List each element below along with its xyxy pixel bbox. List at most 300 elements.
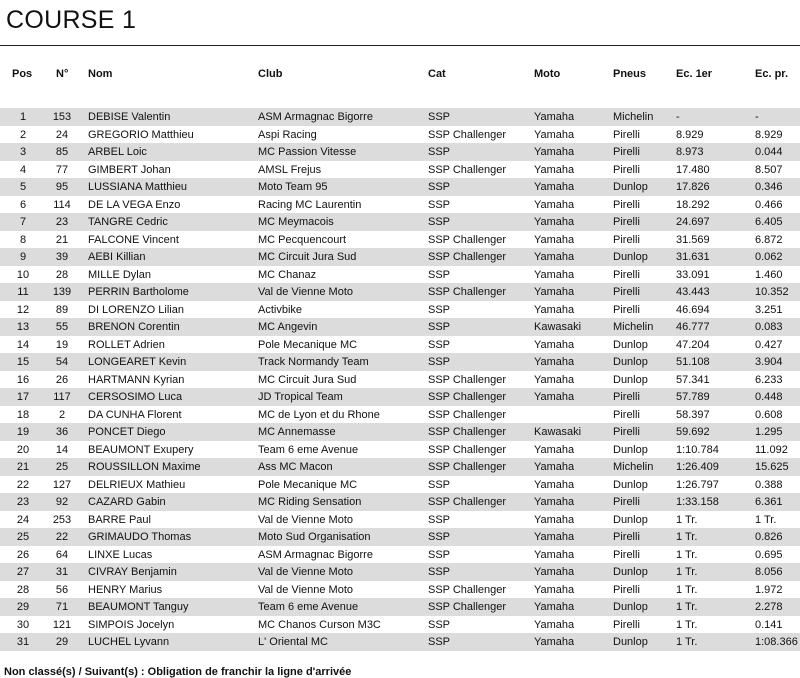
cell-ecpr: 1.972 (755, 583, 783, 596)
cell-nom: DELRIEUX Mathieu (88, 478, 186, 491)
cell-cat: SSP (428, 338, 451, 351)
cell-nom: BEAUMONT Tanguy (88, 601, 189, 613)
cell-ec1: 17.480 (676, 163, 710, 176)
cell-ecpr: 6.405 (755, 216, 783, 228)
cell-pos: 9 (19, 251, 27, 263)
cell-num: 77 (55, 163, 69, 176)
cell-cat: SSP (428, 618, 451, 631)
cell-cat: SSP Challenger (428, 461, 507, 473)
cell-club: Aspi Racing (258, 128, 317, 141)
cell-nom: GIMBERT Johan (88, 163, 171, 176)
cell-ecpr: 1:08.366 (755, 636, 798, 648)
cell-nom: CERSOSIMO Luca (88, 391, 183, 403)
cell-nom: ROUSSILLON Maxime (88, 461, 201, 473)
cell-ec1: 31.631 (676, 251, 710, 263)
cell-pos: 8 (19, 233, 27, 246)
cell-moto: Yamaha (534, 391, 575, 403)
cell-cat: SSP Challenger (428, 601, 507, 613)
cell-pneus: Pirelli (613, 163, 640, 176)
cell-moto: Yamaha (534, 478, 575, 491)
cell-nom: CAZARD Gabin (88, 496, 166, 508)
cell-ec1: 1 Tr. (676, 513, 698, 526)
cell-club: MC Annemasse (258, 426, 336, 438)
cell-ec1: 46.694 (676, 303, 710, 316)
cell-ecpr: 0.608 (755, 408, 783, 421)
cell-pos: 5 (19, 181, 27, 193)
cell-ecpr: 0.695 (755, 548, 783, 561)
cell-pos: 13 (16, 321, 30, 333)
cell-pos: 27 (16, 566, 30, 578)
cell-club: MC Circuit Jura Sud (258, 373, 357, 386)
cell-pneus: Pirelli (613, 303, 640, 316)
cell-pneus: Pirelli (613, 391, 640, 403)
cell-ec1: 57.341 (676, 373, 710, 386)
cell-ec1: 8.973 (676, 146, 704, 158)
cell-pneus: Dunlop (613, 478, 648, 491)
cell-nom: DI LORENZO Lilian (88, 303, 184, 316)
cell-moto: Yamaha (534, 531, 575, 543)
results-table (0, 108, 800, 651)
table-row (0, 336, 800, 354)
cell-ec1: 1 Tr. (676, 566, 698, 578)
cell-ecpr: - (755, 111, 759, 123)
cell-pos: 22 (16, 478, 30, 491)
table-row (0, 231, 800, 249)
cell-cat: SSP Challenger (428, 426, 507, 438)
table-row (0, 423, 800, 441)
table-row (0, 318, 800, 336)
cell-moto: Yamaha (534, 286, 575, 298)
table-row (0, 511, 800, 529)
cell-pos: 28 (16, 583, 30, 596)
cell-cat: SSP (428, 321, 451, 333)
table-row (0, 388, 800, 406)
cell-num: 153 (52, 111, 72, 123)
cell-moto: Yamaha (534, 636, 575, 648)
cell-cat: SSP Challenger (428, 128, 507, 141)
cell-ec1: 43.443 (676, 286, 710, 298)
cell-ec1: - (676, 111, 680, 123)
cell-cat: SSP (428, 303, 451, 316)
table-row (0, 213, 800, 231)
header-club: Club (258, 68, 283, 80)
cell-nom: SIMPOIS Jocelyn (88, 618, 175, 631)
cell-club: Val de Vienne Moto (258, 566, 353, 578)
cell-ec1: 1:26.797 (676, 478, 719, 491)
cell-pneus: Pirelli (613, 531, 640, 543)
cell-ec1: 51.108 (676, 356, 710, 368)
cell-num: 23 (55, 216, 69, 228)
cell-pos: 10 (16, 268, 30, 281)
cell-num: 56 (55, 583, 69, 596)
cell-pos: 11 (17, 286, 29, 298)
cell-club: JD Tropical Team (258, 391, 343, 403)
cell-club: Activbike (258, 303, 303, 316)
cell-ecpr: 0.062 (755, 251, 783, 263)
cell-moto: Yamaha (534, 268, 575, 281)
table-row (0, 371, 800, 389)
cell-ecpr: 1.460 (755, 268, 783, 281)
cell-club: MC Circuit Jura Sud (258, 251, 357, 263)
cell-cat: SSP Challenger (428, 583, 507, 596)
cell-cat: SSP (428, 636, 451, 648)
table-row (0, 598, 800, 616)
cell-cat: SSP Challenger (428, 391, 507, 403)
table-row (0, 143, 800, 161)
cell-nom: FALCONE Vincent (88, 233, 179, 246)
cell-pos: 25 (16, 531, 30, 543)
cell-pos: 7 (19, 216, 27, 228)
cell-moto: Yamaha (534, 513, 575, 526)
table-row (0, 633, 800, 651)
cell-ec1: 1 Tr. (676, 548, 698, 561)
cell-cat: SSP (428, 566, 451, 578)
table-row (0, 108, 800, 126)
cell-pos: 16 (16, 373, 30, 386)
cell-num: 89 (55, 303, 69, 316)
cell-nom: PERRIN Bartholome (88, 286, 189, 298)
cell-ec1: 1 Tr. (676, 601, 698, 613)
cell-club: Ass MC Macon (258, 461, 333, 473)
cell-cat: SSP Challenger (428, 373, 507, 386)
cell-nom: LONGEARET Kevin (88, 356, 187, 368)
table-row (0, 458, 800, 476)
cell-nom: DE LA VEGA Enzo (88, 198, 181, 211)
cell-ecpr: 0.044 (755, 146, 783, 158)
cell-moto: Yamaha (534, 461, 575, 473)
title-divider (0, 45, 800, 46)
cell-pos: 15 (16, 356, 30, 368)
cell-ecpr: 11.092 (755, 443, 788, 456)
table-row (0, 406, 800, 424)
cell-num: 31 (55, 566, 69, 578)
cell-moto: Yamaha (534, 496, 575, 508)
table-row (0, 581, 800, 599)
table-row (0, 248, 800, 266)
cell-club: MC Chanaz (258, 268, 317, 281)
cell-num: 114 (53, 198, 71, 211)
cell-num: 54 (55, 356, 69, 368)
cell-moto: Yamaha (534, 601, 575, 613)
cell-ecpr: 0.466 (755, 198, 783, 211)
cell-cat: SSP (428, 531, 451, 543)
cell-num: 55 (55, 321, 69, 333)
cell-pos: 2 (19, 128, 27, 141)
cell-moto: Yamaha (534, 338, 575, 351)
header-ec1: Ec. 1er (676, 68, 713, 80)
cell-pneus: Pirelli (613, 286, 640, 298)
cell-club: MC Angevin (258, 321, 318, 333)
cell-moto: Yamaha (534, 548, 575, 561)
table-row (0, 301, 800, 319)
cell-ec1: 33.091 (676, 268, 710, 281)
cell-num: 36 (55, 426, 69, 438)
table-row (0, 546, 800, 564)
cell-nom: CIVRAY Benjamin (88, 566, 177, 578)
cell-pneus: Dunlop (613, 373, 648, 386)
cell-num: 71 (55, 601, 69, 613)
table-row (0, 196, 800, 214)
cell-nom: MILLE Dylan (88, 268, 151, 281)
cell-nom: PONCET Diego (88, 426, 166, 438)
cell-cat: SSP Challenger (428, 251, 507, 263)
header-num: N° (56, 68, 69, 80)
cell-ecpr: 0.826 (755, 531, 783, 543)
cell-num: 28 (55, 268, 69, 281)
cell-pos: 26 (16, 548, 30, 561)
cell-num: 95 (55, 181, 69, 193)
cell-cat: SSP Challenger (428, 163, 507, 176)
cell-moto: Yamaha (534, 163, 575, 176)
cell-pneus: Dunlop (613, 566, 648, 578)
cell-ecpr: 0.388 (755, 478, 783, 491)
cell-cat: SSP (428, 198, 451, 211)
cell-num: 2 (58, 408, 66, 421)
header-moto: Moto (534, 68, 561, 80)
cell-club: Val de Vienne Moto (258, 513, 353, 526)
cell-pneus: Dunlop (613, 181, 648, 193)
cell-ecpr: 1.295 (755, 426, 783, 438)
cell-ec1: 1:10.784 (676, 443, 719, 456)
table-row (0, 563, 800, 581)
cell-nom: LINXE Lucas (88, 548, 153, 561)
cell-ec1: 24.697 (676, 216, 710, 228)
table-row (0, 441, 800, 459)
cell-cat: SSP Challenger (428, 233, 507, 246)
cell-cat: SSP (428, 216, 451, 228)
cell-pneus: Dunlop (613, 513, 648, 526)
cell-nom: BARRE Paul (88, 513, 151, 526)
cell-ec1: 58.397 (676, 408, 710, 421)
header-ecpr: Ec. pr. (755, 68, 789, 80)
cell-club: ASM Armagnac Bigorre (258, 548, 373, 561)
cell-ecpr: 0.141 (755, 618, 783, 631)
cell-num: 85 (55, 146, 69, 158)
table-header (0, 68, 800, 82)
cell-club: Track Normandy Team (258, 356, 369, 368)
cell-ecpr: 8.929 (755, 128, 783, 141)
cell-num: 92 (55, 496, 69, 508)
cell-club: MC Pecquencourt (258, 233, 347, 246)
cell-cat: SSP (428, 548, 451, 561)
cell-ecpr: 15.625 (755, 461, 789, 473)
cell-ec1: 1:33.158 (676, 496, 719, 508)
cell-num: 39 (55, 251, 69, 263)
cell-club: Team 6 eme Avenue (258, 443, 359, 456)
cell-pos: 17 (16, 391, 30, 403)
cell-pneus: Pirelli (613, 583, 640, 596)
cell-pneus: Pirelli (613, 233, 640, 246)
cell-pneus: Pirelli (613, 408, 640, 421)
cell-ec1: 18.292 (676, 198, 710, 211)
cell-club: L' Oriental MC (258, 636, 328, 648)
cell-pneus: Pirelli (613, 426, 640, 438)
cell-club: MC Passion Vitesse (258, 146, 357, 158)
cell-pos: 24 (16, 513, 30, 526)
cell-pos: 19 (16, 426, 30, 438)
page-title: COURSE 1 (6, 6, 137, 34)
cell-ec1: 59.692 (676, 426, 710, 438)
cell-moto: Yamaha (534, 303, 575, 316)
cell-nom: GREGORIO Matthieu (88, 128, 194, 141)
cell-pos: 30 (16, 618, 30, 631)
cell-nom: LUSSIANA Matthieu (88, 181, 188, 193)
cell-ecpr: 6.233 (755, 373, 783, 386)
cell-moto: Yamaha (534, 618, 575, 631)
cell-ec1: 8.929 (676, 128, 704, 141)
cell-moto: Kawasaki (534, 321, 582, 333)
table-row (0, 476, 800, 494)
cell-num: 127 (52, 478, 72, 491)
table-row (0, 353, 800, 371)
cell-pneus: Pirelli (613, 548, 640, 561)
cell-cat: SSP (428, 181, 451, 193)
table-row (0, 528, 800, 546)
cell-club: MC Riding Sensation (258, 496, 362, 508)
cell-ecpr: 0.427 (755, 338, 783, 351)
cell-ecpr: 8.507 (755, 163, 783, 176)
cell-num: 22 (55, 531, 69, 543)
cell-pos: 20 (16, 443, 30, 456)
cell-pos: 14 (16, 338, 30, 351)
cell-pneus: Pirelli (613, 496, 640, 508)
table-row (0, 178, 800, 196)
cell-ec1: 47.204 (676, 338, 710, 351)
cell-pneus: Pirelli (613, 128, 640, 141)
cell-pos: 29 (16, 601, 30, 613)
cell-moto: Yamaha (534, 583, 575, 596)
cell-pos: 18 (16, 408, 30, 421)
cell-pos: 1 (19, 111, 27, 123)
cell-ecpr: 8.056 (755, 566, 783, 578)
cell-moto: Yamaha (534, 146, 575, 158)
cell-ec1: 1:26.409 (676, 461, 719, 473)
cell-num: 14 (55, 443, 69, 456)
table-row (0, 266, 800, 284)
cell-moto: Yamaha (534, 233, 575, 246)
cell-ec1: 17.826 (676, 181, 710, 193)
table-row (0, 283, 800, 301)
cell-num: 24 (55, 128, 69, 141)
cell-ecpr: 0.346 (755, 181, 783, 193)
cell-nom: ARBEL Loic (88, 146, 147, 158)
cell-nom: AEBI Killian (88, 251, 146, 263)
cell-ec1: 46.777 (676, 321, 710, 333)
cell-pneus: Dunlop (613, 356, 648, 368)
cell-moto: Yamaha (534, 373, 575, 386)
cell-club: Moto Team 95 (258, 181, 328, 193)
cell-ecpr: 1 Tr. (755, 513, 777, 526)
cell-nom: DEBISE Valentin (88, 111, 171, 123)
cell-cat: SSP Challenger (428, 443, 507, 456)
cell-nom: HARTMANN Kyrian (88, 373, 185, 386)
header-pos: Pos (12, 68, 33, 80)
cell-pneus: Pirelli (613, 198, 640, 211)
cell-ec1: 1 Tr. (676, 636, 698, 648)
cell-club: Pole Mecanique MC (258, 478, 358, 491)
cell-nom: GRIMAUDO Thomas (88, 531, 192, 543)
cell-cat: SSP (428, 478, 451, 491)
cell-pos: 3 (19, 146, 27, 158)
cell-moto: Yamaha (534, 181, 575, 193)
cell-ecpr: 3.904 (755, 356, 783, 368)
cell-moto: Yamaha (534, 356, 575, 368)
cell-num: 19 (55, 338, 69, 351)
cell-pos: 21 (16, 461, 30, 473)
cell-club: MC de Lyon et du Rhone (258, 408, 380, 421)
cell-pneus: Dunlop (613, 601, 648, 613)
cell-ec1: 31.569 (676, 233, 710, 246)
cell-num: 139 (52, 286, 72, 298)
cell-club: Moto Sud Organisation (258, 531, 371, 543)
cell-cat: SSP Challenger (428, 286, 507, 298)
cell-nom: LUCHEL Lyvann (88, 636, 170, 648)
cell-nom: HENRY Marius (88, 583, 163, 596)
cell-moto: Yamaha (534, 198, 575, 211)
cell-nom: TANGRE Cedric (88, 216, 168, 228)
cell-club: AMSL Frejus (258, 163, 322, 176)
table-row (0, 126, 800, 144)
cell-pos: 31 (16, 636, 30, 648)
cell-club: MC Meymacois (258, 216, 334, 228)
cell-ecpr: 10.352 (755, 286, 789, 298)
cell-moto: Yamaha (534, 251, 575, 263)
cell-num: 117 (53, 391, 71, 403)
cell-ec1: 1 Tr. (676, 583, 698, 596)
cell-pos: 4 (19, 163, 27, 176)
cell-pos: 12 (16, 303, 30, 316)
cell-pneus: Pirelli (613, 268, 640, 281)
cell-pneus: Pirelli (613, 216, 640, 228)
cell-moto: Yamaha (534, 128, 575, 141)
cell-num: 253 (52, 513, 72, 526)
table-row (0, 493, 800, 511)
cell-cat: SSP (428, 356, 451, 368)
cell-cat: SSP Challenger (428, 496, 507, 508)
cell-pneus: Dunlop (613, 636, 648, 648)
cell-ecpr: 3.251 (755, 303, 783, 316)
cell-num: 26 (55, 373, 69, 386)
cell-cat: SSP (428, 513, 451, 526)
cell-nom: BRENON Corentin (88, 321, 180, 333)
cell-pneus: Pirelli (613, 618, 640, 631)
cell-num: 64 (55, 548, 69, 561)
table-row (0, 161, 800, 179)
cell-num: 25 (55, 461, 69, 473)
cell-cat: SSP (428, 268, 451, 281)
cell-moto: Yamaha (534, 566, 575, 578)
cell-moto: Yamaha (534, 111, 575, 123)
cell-ec1: 1 Tr. (676, 618, 698, 631)
cell-ecpr: 0.448 (755, 391, 783, 403)
cell-ecpr: 0.083 (755, 321, 783, 333)
cell-moto: Yamaha (534, 443, 575, 456)
cell-pneus: Dunlop (613, 338, 648, 351)
footer-note: Non classé(s) / Suivant(s) : Obligation de franchir la ligne d'arrivée (4, 666, 352, 678)
cell-ecpr: 2.278 (755, 601, 783, 613)
cell-club: Val de Vienne Moto (258, 583, 353, 596)
cell-club: MC Chanos Curson M3C (258, 618, 381, 631)
cell-club: ASM Armagnac Bigorre (258, 111, 373, 123)
cell-pos: 23 (16, 496, 30, 508)
cell-moto: Kawasaki (534, 426, 582, 438)
cell-num: 29 (55, 636, 69, 648)
cell-nom: ROLLET Adrien (88, 338, 165, 351)
cell-pneus: Michelin (613, 111, 654, 123)
table-row (0, 616, 800, 634)
cell-moto: Yamaha (534, 216, 575, 228)
cell-pneus: Dunlop (613, 251, 648, 263)
